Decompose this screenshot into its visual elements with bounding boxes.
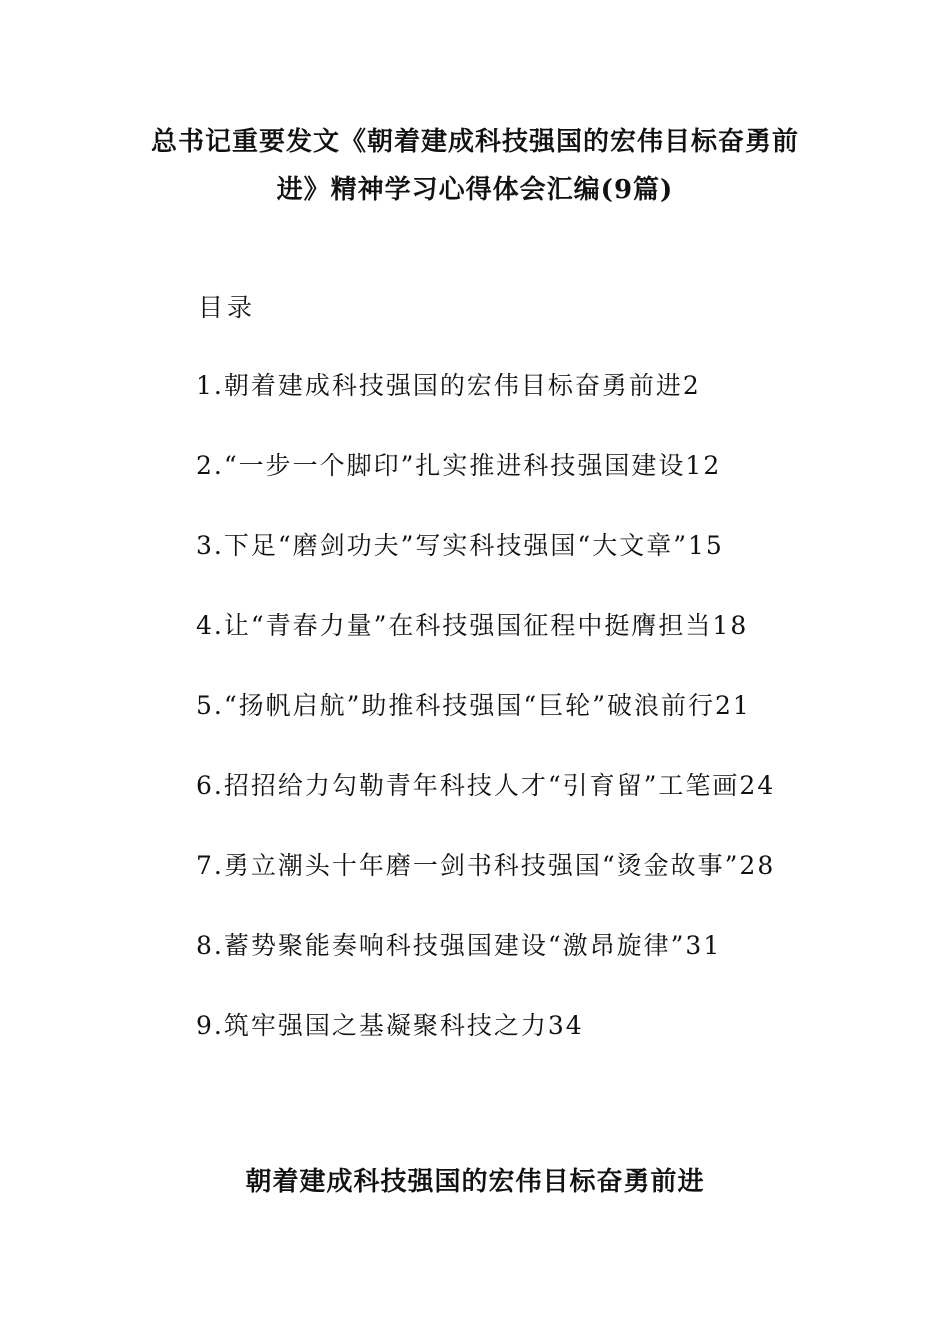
toc-item-9: 9.筑牢强国之基凝聚科技之力34 xyxy=(196,1011,584,1040)
toc-item-1: 1.朝着建成科技强国的宏伟目标奋勇前进2 xyxy=(196,371,701,400)
toc-heading: 目录 xyxy=(198,293,257,322)
page-title-line-2: 进》精神学习心得体会汇编(9篇) xyxy=(276,175,674,205)
page-title-line-1: 总书记重要发文《朝着建成科技强国的宏伟目标奋勇前 xyxy=(150,127,799,157)
toc-item-2: 2.“一步一个脚印”扎实推进科技强国建设12 xyxy=(196,451,722,480)
toc-item-8: 8.蓄势聚能奏响科技强国建设“激昂旋律”31 xyxy=(196,931,722,960)
toc-item-7: 7.勇立潮头十年磨一剑书科技强国“烫金故事”28 xyxy=(196,851,776,880)
toc-item-3: 3.下足“磨剑功夫”写实科技强国“大文章”15 xyxy=(196,531,724,560)
table-of-contents xyxy=(196,366,896,1086)
toc-item-6: 6.招招给力勾勒青年科技人才“引育留”工笔画24 xyxy=(196,771,776,800)
section-title: 朝着建成科技强国的宏伟目标奋勇前进 xyxy=(245,1167,705,1197)
page-title xyxy=(150,118,800,214)
toc-item-5: 5.“扬帆启航”助推科技强国“巨轮”破浪前行21 xyxy=(196,691,751,720)
toc-item-4: 4.让“青春力量”在科技强国征程中挺膺担当18 xyxy=(196,611,749,640)
